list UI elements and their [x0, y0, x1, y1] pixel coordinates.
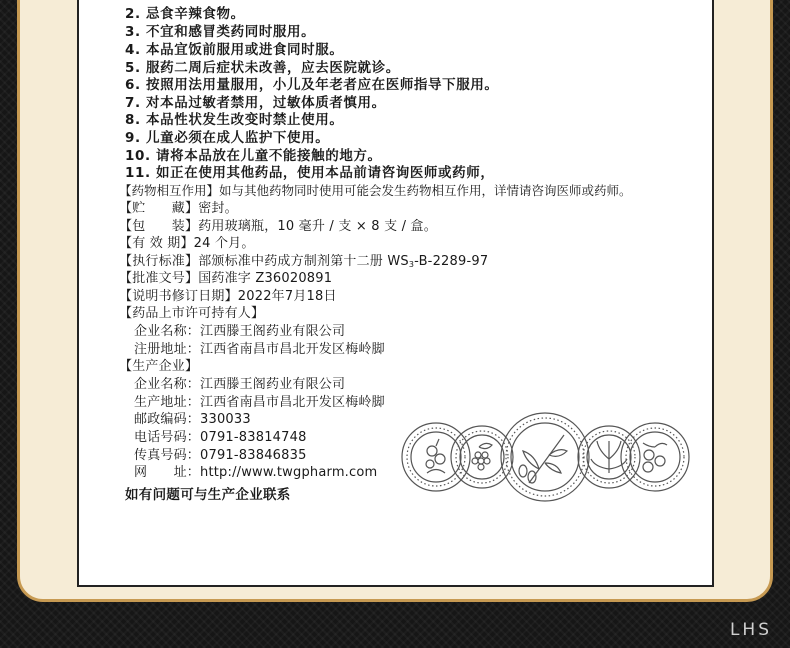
precaution-item: 7. 对本品过敏者禁用，过敏体质者慎用。 — [125, 95, 386, 111]
manufacturer-website: 网 址：http://www.twgpharm.com — [134, 465, 378, 480]
approval-field: 【批准文号】国药准字 Z36020891 — [119, 271, 333, 286]
storage-field: 【贮 藏】密封。 — [119, 201, 238, 216]
precaution-item: 4. 本品宜饭前服用或进食同时服。 — [125, 42, 344, 58]
precaution-item: 8. 本品性状发生改变时禁止使用。 — [125, 112, 344, 128]
contact-note: 如有问题可与生产企业联系 — [125, 487, 291, 503]
revision-field: 【说明书修订日期】2022年7月18日 — [119, 289, 337, 304]
manufacturer-fax: 传真号码：0791-83846835 — [134, 448, 307, 463]
instruction-sheet — [77, 0, 714, 587]
precaution-item: 3. 不宜和感冒类药同时服用。 — [125, 24, 316, 40]
precaution-item: 2. 忌食辛辣食物。 — [125, 6, 245, 22]
precaution-item: 5. 服药二周后症状未改善，应去医院就诊。 — [125, 60, 400, 76]
precaution-item: 11. 如正在使用其他药品，使用本品前请咨询医师或药师， — [125, 165, 495, 181]
holder-heading: 【药品上市许可持有人】 — [119, 306, 265, 321]
manufacturer-postcode: 邮政编码：330033 — [134, 412, 251, 427]
watermark-text: LHS — [729, 620, 772, 640]
precaution-item: 10. 请将本品放在儿童不能接触的地方。 — [125, 148, 382, 164]
holder-name: 企业名称：江西滕王阁药业有限公司 — [134, 324, 346, 339]
herb-medallions-illustration — [399, 411, 691, 503]
standard-field: 【执行标准】部颁标准中药成方制剂第十二册 $WS_3-B-2289-97$ — [119, 254, 489, 269]
manufacturer-phone: 电话号码：0791-83814748 — [134, 430, 307, 445]
manufacturer-address: 生产地址：江西省南昌市昌北开发区梅岭脚 — [134, 395, 385, 410]
manufacturer-heading: 【生产企业】 — [119, 359, 199, 374]
validity-field: 【有 效 期】24 个月。 — [119, 236, 255, 251]
interaction-field: 【药物相互作用】如与其他药物同时使用可能会发生药物相互作用，详情请咨询医师或药师。 — [119, 183, 632, 198]
manufacturer-name: 企业名称：江西滕王阁药业有限公司 — [134, 377, 346, 392]
holder-address: 注册地址：江西省南昌市昌北开发区梅岭脚 — [134, 342, 385, 357]
precaution-item: 9. 儿童必须在成人监护下使用。 — [125, 130, 330, 146]
precaution-item: 6. 按照用法用量服用，小儿及年老者应在医师指导下服用。 — [125, 77, 499, 93]
package-field: 【包 装】药用玻璃瓶，10 毫升 / 支 × 8 支 / 盒。 — [119, 219, 437, 234]
